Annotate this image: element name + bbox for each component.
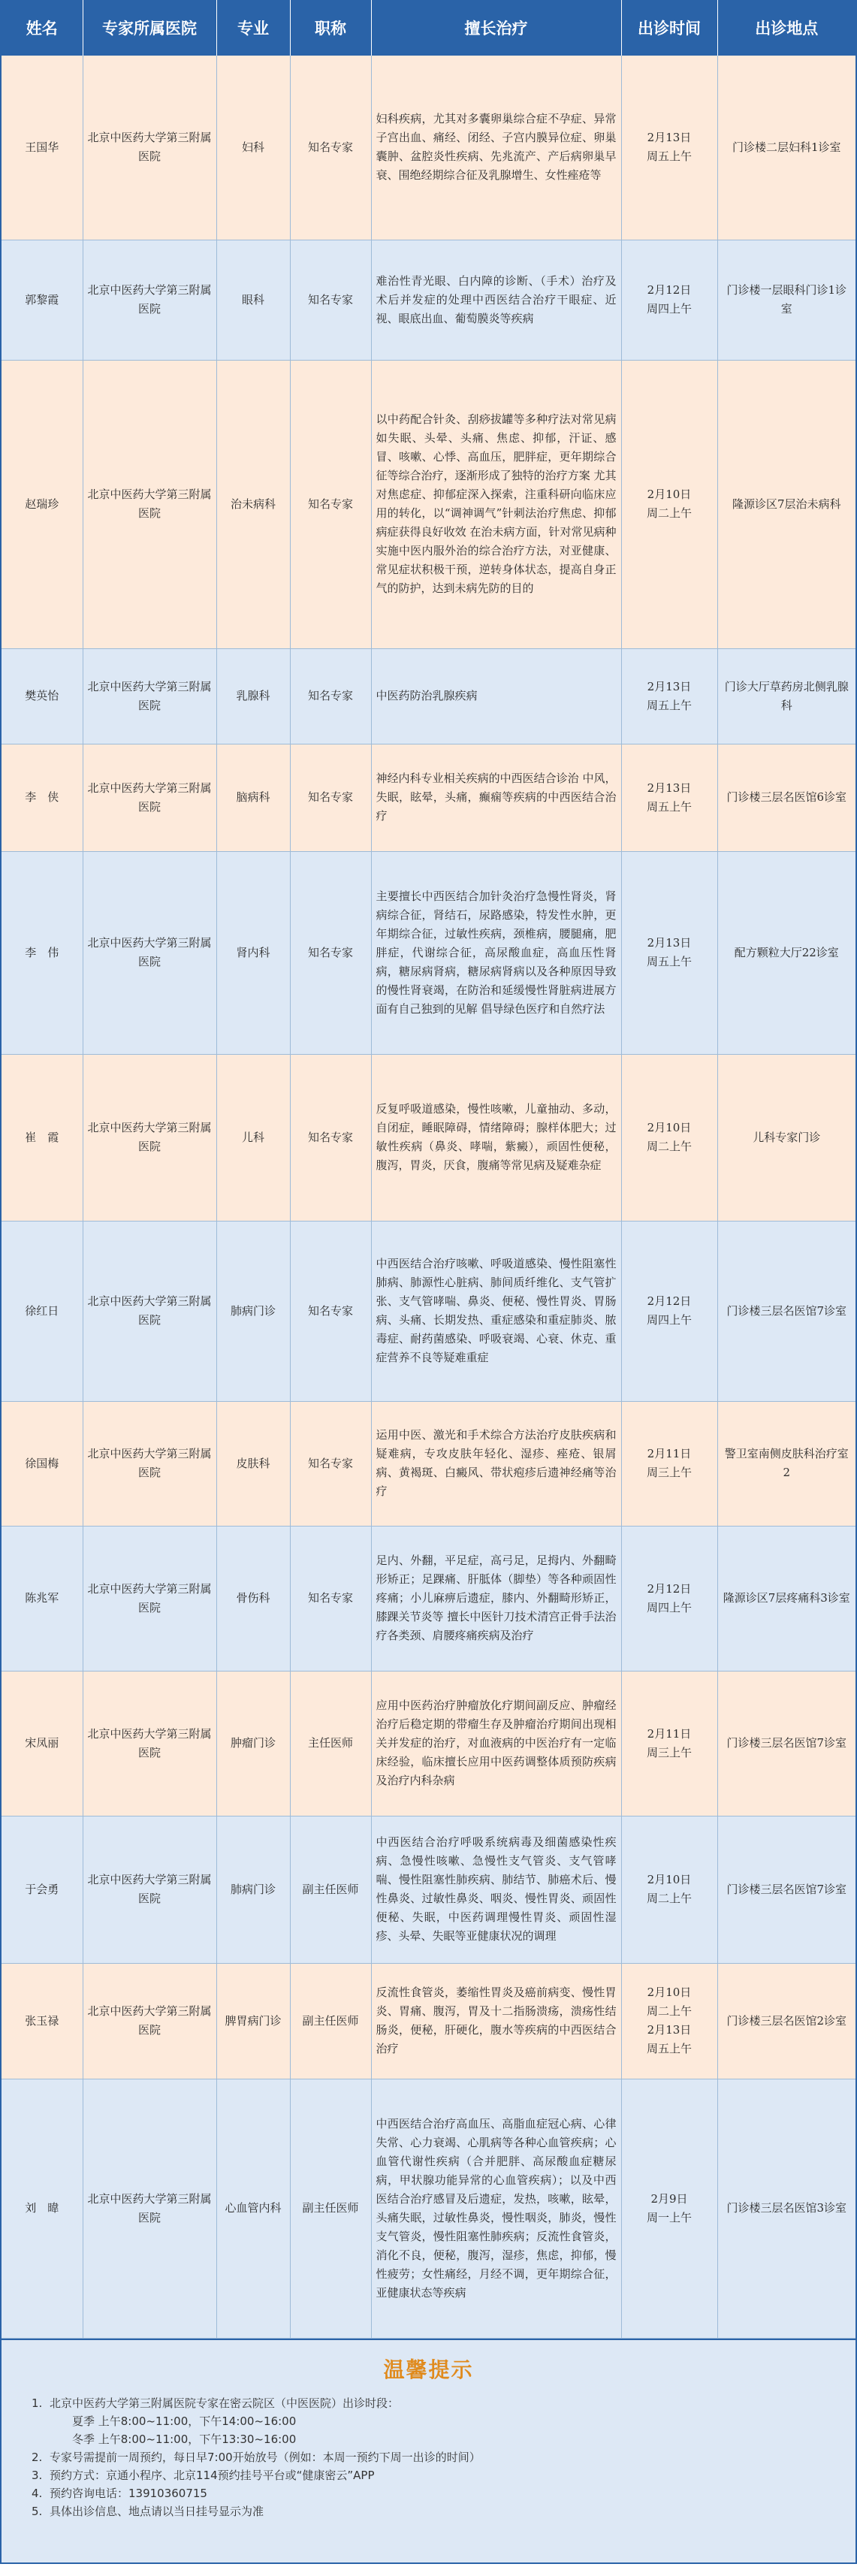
specialty-description: 中医药防治乳腺疾病 — [371, 648, 621, 744]
visit-time-line: 周四上午 — [646, 302, 692, 316]
expert-name: 宋凤丽 — [2, 1671, 83, 1816]
visit-time-line: 2月11日 — [647, 1447, 692, 1460]
specialty-description: 中西医结合治疗咳嗽、呼吸道感染、慢性阻塞性肺病、肺源性心脏病、肺间质纤维化、支气管扩张、支气管哮喘、鼻炎、便秘、慢性胃炎、胃肠病、头痛、长期发热、重症感染和重症肺炎、脓毒症、耐药菌感染、呼吸衰竭、心衰、休克、重症营养不良等疑难重症 — [371, 1221, 621, 1401]
hospital-name: 北京中医药大学第三附属医院 — [83, 360, 216, 648]
expert-name: 徐红日 — [2, 1221, 83, 1401]
visit-time — [621, 1221, 717, 1401]
visit-time-line: 2月12日 — [647, 1581, 692, 1596]
visit-location: 门诊楼一层眼科门诊1诊室 — [717, 240, 855, 360]
tip-number: 5. — [32, 2504, 43, 2518]
visit-time-line: 2月13日 — [647, 131, 692, 145]
specialty-description: 妇科疾病，尤其对多囊卵巢综合症不孕症、异常子宫出血、痛经、闭经、子宫内膜异位症、卵巢囊肿、盆腔炎性疾病、先兆流产、产后病卵巢早衰、围绝经期综合征及乳腺增生、女性痤疮等 — [371, 56, 621, 240]
visit-location: 门诊楼三层名医馆3诊室 — [717, 2079, 855, 2338]
tip-item — [32, 2394, 855, 2448]
visit-time — [621, 648, 717, 744]
table-row — [2, 851, 855, 1054]
visit-location: 门诊楼三层名医馆7诊室 — [717, 1221, 855, 1401]
professional-title: 知名专家 — [290, 1221, 371, 1401]
visit-location: 配方颗粒大厅22诊室 — [717, 851, 855, 1054]
tip-text: 预约咨询电话：13910360715 — [50, 2486, 207, 2500]
hospital-name: 北京中医药大学第三附属医院 — [83, 1526, 216, 1671]
visit-time-line: 2月13日 — [647, 2023, 692, 2037]
header-time: 出诊时间 — [621, 0, 717, 56]
visit-location: 门诊楼三层名医馆7诊室 — [717, 1671, 855, 1816]
visit-time — [621, 1816, 717, 1963]
visit-time — [621, 744, 717, 851]
visit-location: 隆源诊区7层治未病科 — [717, 360, 855, 648]
table-row — [2, 56, 855, 240]
visit-time — [621, 56, 717, 240]
hospital-name: 北京中医药大学第三附属医院 — [83, 851, 216, 1054]
header-location: 出诊地点 — [717, 0, 855, 56]
specialty-description: 足内、外翻，平足症，高弓足，足拇内、外翻畸形矫正；足踝痛、肝胝体（脚垫）等各种顽固性疼痛；小儿麻痹后遗症，膝内、外翻畸形矫正，膝踝关节炎等 擅长中医针刀技术清宫正骨手法治疗各类颈、肩腰疼痛疾病及治疗 — [371, 1526, 621, 1671]
professional-title: 知名专家 — [290, 56, 371, 240]
expert-name: 徐国梅 — [2, 1401, 83, 1526]
expert-name: 王国华 — [2, 56, 83, 240]
expert-name: 张玉禄 — [2, 1963, 83, 2079]
specialty-description: 以中药配合针灸、刮痧拔罐等多种疗法对常见病如失眠、头晕、头痛、焦虑、抑郁，汗证、感冒、咳嗽、心悸、高血压，肥胖症，更年期综合征等综合治疗，逐渐形成了独特的治疗方案 尤其对焦虑症、抑郁症深入探索，注重科研向临床应用的转化，以“调神调气”针刺法治疗焦虑、抑郁病症获得良好收效 在治未病方面，针对常见病种实施中医内服外治的综合治疗方法，对亚健康、常见症状积极干预，逆转身体状态，提高自身正气的防护，达到未病先防的目的 — [371, 360, 621, 648]
visit-time-line: 2月10日 — [647, 1986, 692, 1999]
tip-number: 4. — [32, 2486, 43, 2500]
department: 肺病门诊 — [216, 1816, 290, 1963]
visit-time-line: 周二上午 — [646, 506, 692, 520]
department: 脑病科 — [216, 744, 290, 851]
tip-number: 1. — [32, 2396, 43, 2410]
department: 骨伤科 — [216, 1526, 290, 1671]
tips-list — [2, 2394, 855, 2520]
visit-time — [621, 1671, 717, 1816]
expert-name: 赵瑞珍 — [2, 360, 83, 648]
department: 脾胃病门诊 — [216, 1963, 290, 2079]
visit-location: 隆源诊区7层疼痛科3诊室 — [717, 1526, 855, 1671]
table-row — [2, 1221, 855, 1401]
tips-title: 温馨提示 — [383, 2357, 474, 2382]
visit-time — [621, 1054, 717, 1221]
visit-location: 门诊楼三层名医馆7诊室 — [717, 1816, 855, 1963]
tip-item — [32, 2502, 855, 2520]
header-specialty: 擅长治疗 — [371, 0, 621, 56]
expert-name: 李 侠 — [2, 744, 83, 851]
table-row — [2, 240, 855, 360]
visit-time-line: 2月9日 — [650, 2191, 688, 2206]
tip-text: 专家号需提前一周预约，每日早7:00开始放号（例如：本周一预约下周一出诊的时间） — [50, 2450, 481, 2464]
department: 治未病科 — [216, 360, 290, 648]
table-row — [2, 2079, 855, 2338]
specialty-description: 应用中医药治疗肿瘤放化疗期间副反应、肿瘤经治疗后稳定期的带瘤生存及肿瘤治疗期间出现相关并发症的治疗，对血液病的中医治疗有一定临床经验，临床擅长应用中医药调整体质预防疾病及治疗内科杂病 — [371, 1671, 621, 1816]
professional-title: 知名专家 — [290, 851, 371, 1054]
professional-title: 知名专家 — [290, 1526, 371, 1671]
visit-location: 警卫室南侧皮肤科治疗室2 — [717, 1401, 855, 1526]
visit-time-line: 周二上午 — [646, 2004, 692, 2018]
expert-name: 郭黎霞 — [2, 240, 83, 360]
department: 乳腺科 — [216, 648, 290, 744]
specialty-description: 运用中医、激光和手术综合方法治疗皮肤疾病和疑难病，专攻皮肤年轻化、湿疹、痤疮、银屑病、黄褐斑、白癜风、带状疱疹后遗神经痛等治疗 — [371, 1401, 621, 1526]
department: 肿瘤门诊 — [216, 1671, 290, 1816]
hospital-name: 北京中医药大学第三附属医院 — [83, 648, 216, 744]
tip-item — [32, 2484, 855, 2502]
visit-time — [621, 2079, 717, 2338]
visit-time-line: 2月13日 — [647, 781, 692, 795]
professional-title: 知名专家 — [290, 1401, 371, 1526]
department: 皮肤科 — [216, 1401, 290, 1526]
expert-name: 陈兆军 — [2, 1526, 83, 1671]
visit-time-line: 周五上午 — [646, 955, 692, 968]
hospital-name: 北京中医药大学第三附属医院 — [83, 1816, 216, 1963]
hospital-name: 北京中医药大学第三附属医院 — [83, 1054, 216, 1221]
professional-title: 知名专家 — [290, 360, 371, 648]
visit-location: 门诊楼二层妇科1诊室 — [717, 56, 855, 240]
hospital-name: 北京中医药大学第三附属医院 — [83, 56, 216, 240]
visit-time-line: 2月11日 — [647, 1726, 692, 1741]
table-row — [2, 1401, 855, 1526]
visit-time-line: 周五上午 — [646, 698, 692, 712]
visit-time-line: 周二上午 — [646, 1140, 692, 1153]
expert-name: 樊英怡 — [2, 648, 83, 744]
visit-time-line: 周五上午 — [646, 149, 692, 164]
expert-name: 崔 霞 — [2, 1054, 83, 1221]
professional-title: 副主任医师 — [290, 1816, 371, 1963]
professional-title: 副主任医师 — [290, 1963, 371, 2079]
visit-time-line: 周三上午 — [646, 1466, 692, 1479]
professional-title: 知名专家 — [290, 240, 371, 360]
visit-time-line: 周四上午 — [646, 1313, 692, 1327]
specialty-description: 中西医结合治疗呼吸系统病毒及细菌感染性疾病、急慢性咳嗽、急慢性支气管炎、支气管哮喘、慢性阻塞性肺疾病、肺结节、肺癌术后、慢性鼻炎、过敏性鼻炎、咽炎、慢性胃炎、顽固性便秘、失眠，中医药调理慢性胃炎、顽固性湿疹、头晕、失眠等亚健康状况的调理 — [371, 1816, 621, 1963]
table-row — [2, 1526, 855, 1671]
tip-text: 北京中医药大学第三附属医院专家在密云院区（中医医院）出诊时段： — [50, 2396, 400, 2410]
table-row — [2, 360, 855, 648]
visit-time-line: 2月12日 — [647, 283, 692, 297]
department: 儿科 — [216, 1054, 290, 1221]
department: 妇科 — [216, 56, 290, 240]
specialty-description: 主要擅长中西医结合加针灸治疗急慢性肾炎，肾病综合征，肾结石，尿路感染，特发性水肿，更年期综合征，过敏性疾病，颈椎病，腰腿痛，肥胖症，代谢综合征，高尿酸血症，高血压性肾病，糖尿病肾病，糖尿病肾病以及各种原因导致的慢性肾衰竭，在防治和延缓慢性肾脏病进展方面有自己独到的见解 倡导绿色医疗和自然疗法 — [371, 851, 621, 1054]
visit-time-line: 2月10日 — [647, 1121, 692, 1134]
table-row — [2, 1963, 855, 2079]
table-row — [2, 1671, 855, 1816]
visit-time-line: 2月10日 — [647, 1873, 692, 1886]
table-row — [2, 1054, 855, 1221]
professional-title: 副主任医师 — [290, 2079, 371, 2338]
visit-time-line: 周三上午 — [646, 1745, 692, 1759]
visit-time — [621, 1401, 717, 1526]
visit-time — [621, 851, 717, 1054]
visit-location: 门诊大厅草药房北侧乳腺科 — [717, 648, 855, 744]
hospital-name: 北京中医药大学第三附属医院 — [83, 1221, 216, 1401]
specialty-description: 中西医结合治疗高血压、高脂血症冠心病、心律失常、心力衰竭、心肌病等各种心血管疾病；心血管代谢性疾病（合并肥胖、高尿酸血症糖尿病，甲状腺功能异常的心血管疾病）；以及中西医结合治疗感冒及后遗症，发热，咳嗽，眩晕，头痛失眠，过敏性鼻炎，慢性咽炎，肺炎，慢性支气管炎，慢性阻塞性肺疾病；反流性食管炎，消化不良，便秘，腹泻，湿疹，焦虑，抑郁，慢性疲劳；女性痛经，月经不调，更年期综合征，亚健康状态等疾病 — [371, 2079, 621, 2338]
tip-text: 具体出诊信息、地点请以当日挂号显示为准 — [50, 2504, 264, 2518]
table-row — [2, 744, 855, 851]
professional-title: 知名专家 — [290, 1054, 371, 1221]
specialty-description: 神经内科专业相关疾病的中西医结合诊治 中风，失眠，眩晕，头痛，癫痫等疾病的中西医结合治疗 — [371, 744, 621, 851]
tip-subline: 夏季 上午8:00~11:00，下午14:00~16:00 — [72, 2414, 297, 2428]
visit-time — [621, 1526, 717, 1671]
visit-time-line: 2月13日 — [647, 936, 692, 950]
professional-title: 知名专家 — [290, 744, 371, 851]
specialty-description: 反复呼吸道感染，慢性咳嗽，儿童抽动、多动，自闭症，睡眠障碍，情绪障碍；腺样体肥大；过敏性疾病（鼻炎、哮喘，紫癜），顽固性便秘，腹泻，胃炎，厌食，腹痛等常见病及疑难杂症 — [371, 1054, 621, 1221]
visit-time — [621, 360, 717, 648]
tip-text: 预约方式：京通小程序、北京114预约挂号平台或“健康密云”APP — [50, 2468, 375, 2482]
tip-number: 2. — [32, 2450, 43, 2464]
hospital-name: 北京中医药大学第三附属医院 — [83, 240, 216, 360]
tip-item — [32, 2448, 855, 2466]
tips-section — [2, 2339, 855, 2564]
tip-number: 3. — [32, 2468, 43, 2482]
visit-time-line: 周一上午 — [646, 2210, 692, 2224]
tip-item — [32, 2466, 855, 2484]
header-name: 姓名 — [2, 0, 83, 56]
visit-time-line: 周五上午 — [646, 799, 692, 814]
hospital-name: 北京中医药大学第三附属医院 — [83, 744, 216, 851]
tip-subline: 冬季 上午8:00~11:00，下午13:30~16:00 — [72, 2432, 297, 2446]
table-header-row — [2, 0, 855, 56]
visit-time — [621, 1963, 717, 2079]
header-hospital: 专家所属医院 — [83, 0, 216, 56]
hospital-name: 北京中医药大学第三附属医院 — [83, 1401, 216, 1526]
professional-title: 主任医师 — [290, 1671, 371, 1816]
visit-time — [621, 240, 717, 360]
visit-time-line: 周四上午 — [646, 1600, 692, 1614]
visit-time-line: 周二上午 — [646, 1892, 692, 1905]
hospital-name: 北京中医药大学第三附属医院 — [83, 1963, 216, 2079]
department: 心血管内科 — [216, 2079, 290, 2338]
visit-time-line: 2月13日 — [647, 679, 692, 693]
visit-time-line: 2月10日 — [647, 488, 692, 501]
visit-time-line: 2月12日 — [647, 1294, 692, 1308]
department: 眼科 — [216, 240, 290, 360]
expert-name: 于会勇 — [2, 1816, 83, 1963]
table-body — [2, 56, 855, 2338]
header-title: 职称 — [290, 0, 371, 56]
visit-location: 门诊楼三层名医馆2诊室 — [717, 1963, 855, 2079]
visit-location: 儿科专家门诊 — [717, 1054, 855, 1221]
expert-name: 李 伟 — [2, 851, 83, 1054]
department: 肾内科 — [216, 851, 290, 1054]
hospital-name: 北京中医药大学第三附属医院 — [83, 2079, 216, 2338]
specialty-description: 反流性食管炎，萎缩性胃炎及癌前病变、慢性胃炎、胃痛、腹泻，胃及十二指肠溃疡，溃疡性结肠炎，便秘，肝硬化，腹水等疾病的中西医结合治疗 — [371, 1963, 621, 2079]
expert-schedule-table — [2, 0, 855, 2339]
hospital-name: 北京中医药大学第三附属医院 — [83, 1671, 216, 1816]
professional-title: 知名专家 — [290, 648, 371, 744]
table-row — [2, 648, 855, 744]
table-row — [2, 1816, 855, 1963]
header-dept: 专业 — [216, 0, 290, 56]
expert-name: 刘 暐 — [2, 2079, 83, 2338]
visit-time-line: 周五上午 — [646, 2042, 692, 2055]
specialty-description: 难治性青光眼、白内障的诊断、（手术）治疗及术后并发症的处理中西医结合治疗干眼症、近视、眼底出血、葡萄膜炎等疾病 — [371, 240, 621, 360]
department: 肺病门诊 — [216, 1221, 290, 1401]
visit-location: 门诊楼三层名医馆6诊室 — [717, 744, 855, 851]
